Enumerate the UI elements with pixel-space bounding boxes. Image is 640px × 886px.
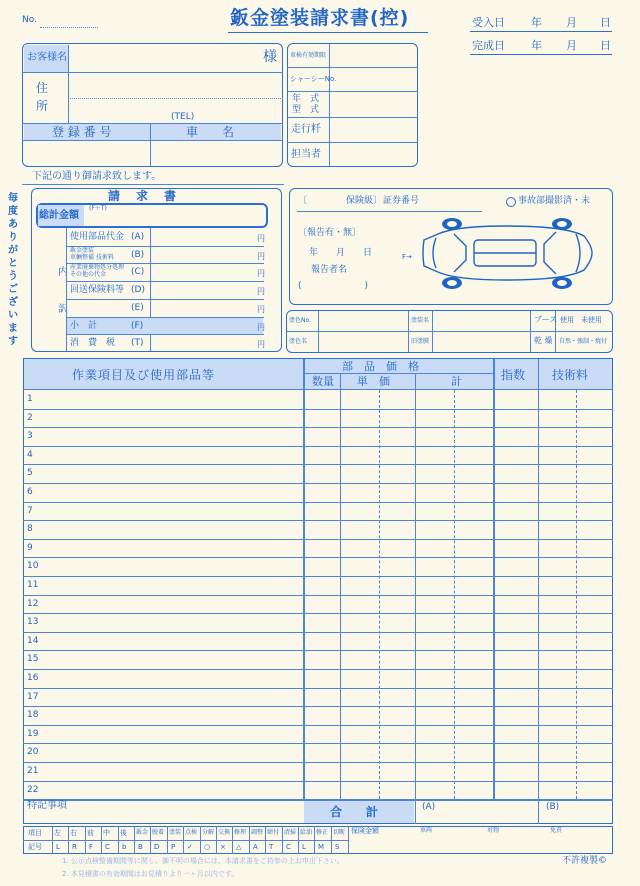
reg-top-line — [22, 123, 283, 124]
legend-code: F — [89, 843, 94, 851]
legend-code: T — [269, 843, 274, 851]
legend-divider — [298, 826, 299, 854]
booth-label: ブース — [534, 315, 558, 324]
legend-code: × — [220, 843, 226, 851]
legend-divider — [249, 826, 250, 854]
tel-label: (TEL) — [171, 112, 195, 122]
yen-unit: 円 — [257, 234, 265, 243]
received-day: 日 — [600, 16, 611, 29]
work-header: 作業項目及び使用部品等 — [72, 368, 216, 382]
row-number: 10 — [27, 561, 39, 571]
report-label: 〔報告有・無〕 — [298, 228, 362, 238]
sum-b-label: (B) — [546, 802, 560, 812]
invoice-row-code: (C) — [131, 267, 145, 277]
invoice-row-label: 消 費 税 — [70, 338, 116, 348]
legend-divider — [265, 826, 266, 854]
table-row — [23, 595, 613, 596]
completed-day: 日 — [600, 39, 611, 52]
paint-div-4 — [530, 311, 531, 352]
vehicle-line-2 — [287, 91, 418, 92]
legend-code: B — [138, 843, 143, 851]
legend-divider — [331, 826, 332, 854]
yen-unit: 円 — [257, 252, 265, 261]
legend-code: b — [122, 843, 127, 851]
footer-note-1: 1. 公示点検整備期間等に関し、御不明の場合には、本請求書をご持参の上お申出下さい。 — [62, 857, 344, 865]
legend-item: 右 — [70, 829, 77, 837]
table-row — [23, 557, 613, 558]
legend-divider — [314, 826, 315, 854]
honorific: 様 — [263, 49, 277, 65]
deductible-label: 免責 — [550, 827, 563, 834]
row-number: 5 — [27, 468, 33, 478]
col-qty-right — [340, 374, 341, 799]
row-number: 4 — [27, 450, 33, 460]
chassis-label: シャーシーNo. — [290, 75, 337, 83]
legend-code: S — [335, 843, 340, 851]
footer-note-2: 2. 本見積書の有効期間はお見積りより一ヶ月以内です。 — [62, 870, 239, 878]
legend-divider — [52, 826, 53, 854]
col-unit-right — [415, 374, 416, 824]
header-bottom-line — [23, 389, 613, 390]
legend-item: 修正 — [316, 829, 329, 836]
invoice-row-code: (E) — [131, 303, 144, 313]
row-number: 20 — [27, 747, 39, 757]
policy-number-label: 証券番号 — [383, 196, 420, 206]
reg-number-label: 登 録 番 号 — [52, 125, 112, 139]
row-number: 2 — [27, 413, 33, 423]
row-number: 18 — [27, 710, 39, 720]
booth-options: 使用 未使用 — [560, 316, 602, 324]
received-month: 月 — [566, 16, 577, 29]
legend-item: 塗装 — [169, 829, 182, 836]
address-label-1: 住 — [36, 81, 49, 95]
page-title: 鈑金塗装請求書(控) — [230, 7, 410, 29]
invoice-row-label: 車輌整備 技術料 — [70, 254, 114, 261]
row-number: 13 — [27, 617, 39, 627]
parts-price-header: 部 品 価 格 — [342, 360, 419, 373]
legend-divider — [183, 826, 184, 854]
parts-sub-line — [303, 373, 493, 374]
table-row — [23, 427, 613, 428]
reporter-paren: ( ) — [298, 281, 369, 291]
reg-divider — [150, 123, 151, 167]
legend-code: A — [253, 843, 258, 851]
legend-item: 給油 — [300, 829, 313, 836]
row-number: 16 — [27, 673, 39, 683]
legend-item: 交換 — [218, 829, 231, 836]
legend-code: D — [154, 843, 160, 851]
vehicle-coverage-label: 車両 — [420, 827, 433, 834]
table-row — [23, 669, 613, 670]
legend-code: C — [286, 843, 291, 851]
table-row — [23, 725, 613, 726]
legend-item: 清掃 — [284, 829, 297, 836]
table-row — [23, 706, 613, 707]
legend-code: L — [56, 843, 60, 851]
notice-text: 下記の通り御請求致します。 — [32, 171, 162, 182]
invoice-row-line — [66, 246, 264, 247]
yen-unit: 円 — [257, 340, 265, 349]
table-row — [23, 688, 613, 689]
legend-code: C — [105, 843, 110, 851]
row-number: 19 — [27, 729, 39, 739]
paint-name-label: 塗装名 — [411, 317, 430, 324]
table-row — [23, 781, 613, 782]
legend-code: M — [318, 843, 325, 851]
yen-unit: 円 — [257, 287, 265, 296]
legend-code: P — [171, 843, 176, 851]
legend-item: 脱着 — [152, 829, 165, 836]
completed-year: 年 — [531, 39, 542, 52]
row-number: 15 — [27, 654, 39, 664]
col-parts-left — [303, 359, 305, 799]
legend-divider — [282, 826, 283, 854]
invoice-row-label: その他の代金 — [70, 271, 107, 278]
table-row — [23, 613, 613, 614]
qty-header: 数量 — [312, 375, 334, 388]
front-mark: F→ — [402, 253, 412, 261]
address-label-2: 所 — [36, 99, 49, 113]
row-number: 17 — [27, 692, 39, 702]
legend-divider — [200, 826, 201, 854]
completed-underline — [470, 54, 612, 55]
legend-divider — [101, 826, 102, 854]
table-row — [23, 520, 613, 521]
legend-item: 中 — [103, 829, 110, 837]
copyright: 不許複製© — [562, 856, 608, 866]
legend-divider — [68, 826, 69, 854]
legend-item: 鈑金 — [136, 829, 149, 836]
invoice-row-line — [66, 299, 264, 300]
table-row — [23, 650, 613, 651]
address-line — [68, 98, 283, 99]
car-diagram-icon — [416, 208, 596, 298]
legend-code: ○ — [204, 843, 211, 851]
person-label: 担当者 — [291, 149, 321, 160]
paint-color-label: 塗色名 — [289, 338, 308, 345]
table-row — [23, 762, 613, 763]
received-underline — [470, 31, 612, 32]
invoice-row-code: (T) — [131, 338, 144, 348]
legend-item: 点検 — [185, 829, 198, 836]
legend-code: R — [72, 843, 77, 851]
completed-date-label: 完成日 — [472, 39, 505, 52]
yen-unit: 円 — [257, 323, 265, 332]
reporter-label: 報告者名 — [311, 265, 348, 275]
total-formula: (F＋T) — [89, 205, 107, 212]
paint-no-label: 塗色No. — [289, 317, 311, 324]
invoice-row-label: 小 計 — [70, 321, 98, 331]
paint-div-3 — [432, 311, 433, 352]
col-parts-right — [493, 359, 495, 799]
legend-divider — [167, 826, 168, 854]
row-number: 1 — [27, 394, 33, 404]
photo-label: 事故部撮影済・未 — [518, 196, 591, 206]
legend-mid-line — [23, 840, 348, 841]
legend-item: 左 — [54, 829, 61, 837]
table-row — [23, 464, 613, 465]
row-number: 21 — [27, 766, 39, 776]
special-notes-label: 特記事項 — [27, 800, 67, 811]
notice-underline — [22, 184, 284, 185]
sum-a-label: (A) — [422, 802, 436, 812]
row-number: 9 — [27, 543, 33, 553]
vehicle-line-3 — [287, 117, 418, 118]
legend-ins-divider — [348, 826, 349, 854]
yen-unit: 円 — [257, 269, 265, 278]
old-paint-label: 旧塗膜 — [411, 338, 430, 345]
title-underline — [228, 32, 428, 33]
customer-name-label: お客様名 — [27, 52, 67, 63]
customer-divider — [22, 72, 283, 73]
legend-divider — [134, 826, 135, 854]
row-number: 8 — [27, 524, 33, 534]
property-coverage-label: 対物 — [487, 827, 500, 834]
labor-header: 技術料 — [552, 368, 589, 382]
legend-item: 後 — [120, 829, 127, 837]
table-row — [23, 632, 613, 633]
paint-div-1 — [318, 311, 319, 352]
legend-code-label: 記号 — [28, 843, 42, 851]
invoice-title: 請 求 書 — [108, 189, 179, 203]
table-row — [23, 483, 613, 484]
table-row — [23, 743, 613, 744]
photo-check-circle[interactable] — [506, 197, 516, 207]
legend-code: △ — [236, 843, 242, 851]
dry-options: 自然・強制・焼付 — [559, 338, 608, 345]
received-date-label: 受入日 — [472, 16, 505, 29]
breakdown-label-2: 訳 — [58, 304, 68, 315]
report-date-label: 年 月 日 — [309, 248, 373, 258]
invoice-row-line — [66, 334, 264, 335]
insurance-grade-label: 保険級〕 — [346, 196, 383, 206]
row-number: 11 — [27, 580, 39, 590]
invoice-row-label: 鈑金塗装 — [70, 247, 95, 254]
row-number: 6 — [27, 487, 33, 497]
yen-unit: 円 — [257, 305, 265, 314]
mileage-label: 走行粁 — [291, 124, 321, 135]
model-type-label: 型 式 — [292, 105, 320, 115]
car-name-label: 車 名 — [186, 125, 235, 139]
vehicle-line-1 — [287, 67, 418, 68]
received-year: 年 — [531, 16, 542, 29]
invoice-row-line — [66, 317, 264, 318]
legend-item: 調整 — [251, 829, 264, 836]
invoice-row-code: (F) — [131, 321, 144, 331]
table-row — [23, 446, 613, 447]
legend-divider — [232, 826, 233, 854]
side-thanks-text: 毎度ありがとうございます — [8, 193, 18, 347]
invoice-row-code: (A) — [131, 232, 145, 242]
legend-code: L — [302, 843, 306, 851]
table-row — [23, 576, 613, 577]
legend-divider — [85, 826, 86, 854]
index-header: 指数 — [501, 368, 526, 382]
bracket-open: 〔 — [298, 196, 308, 206]
invoice-row-label: 回送保険料等 — [70, 285, 125, 295]
vehicle-divider — [329, 44, 330, 166]
legend-item: 切断 — [333, 829, 346, 836]
invoice-row-label: 使用部品代金 — [70, 232, 125, 242]
customer-label-divider — [68, 45, 69, 123]
legend-divider — [216, 826, 217, 854]
legend-item: 前 — [87, 829, 94, 837]
invoice-row-code: (B) — [131, 250, 145, 260]
legend-code: ✓ — [187, 843, 193, 851]
breakdown-label-1: 内 — [58, 267, 68, 278]
unit-price-header: 単 価 — [357, 375, 390, 388]
legend-item: 分解 — [202, 829, 215, 836]
sum-label: 合 計 — [330, 805, 379, 819]
row-number: 7 — [27, 506, 33, 516]
invoice-row-code: (D) — [131, 285, 145, 295]
legend-divider — [150, 826, 151, 854]
total-amount-label: 総計金額 — [39, 210, 79, 221]
dry-label: 乾 燥 — [534, 336, 553, 345]
legend-item-label: 項目 — [28, 829, 42, 837]
paint-div-2 — [408, 311, 409, 352]
row-number: 22 — [27, 785, 39, 795]
paint-mid-line — [286, 331, 613, 332]
completed-month: 月 — [566, 39, 577, 52]
legend-item: 締付 — [267, 829, 280, 836]
table-row — [23, 502, 613, 503]
no-label: No. — [22, 15, 37, 25]
legend-divider — [118, 826, 119, 854]
invoice-row-line — [66, 281, 264, 282]
model-year-label: 年 式 — [292, 94, 320, 104]
row-number: 14 — [27, 636, 39, 646]
table-row — [23, 409, 613, 410]
reg-bottom-line — [22, 140, 283, 141]
inspection-label: 車検有効期限 — [290, 52, 327, 59]
invoice-row-label: 産業廃棄物処分処理 — [70, 264, 125, 271]
row-number: 3 — [27, 431, 33, 441]
insurance-amount-label: 保険金額 — [351, 827, 379, 835]
legend-item: 修理 — [234, 829, 247, 836]
total-header: 計 — [451, 375, 462, 388]
col-index-right — [538, 359, 539, 824]
row-number: 12 — [27, 599, 39, 609]
table-row — [23, 539, 613, 540]
vehicle-line-4 — [287, 142, 418, 143]
no-underline — [40, 27, 98, 28]
